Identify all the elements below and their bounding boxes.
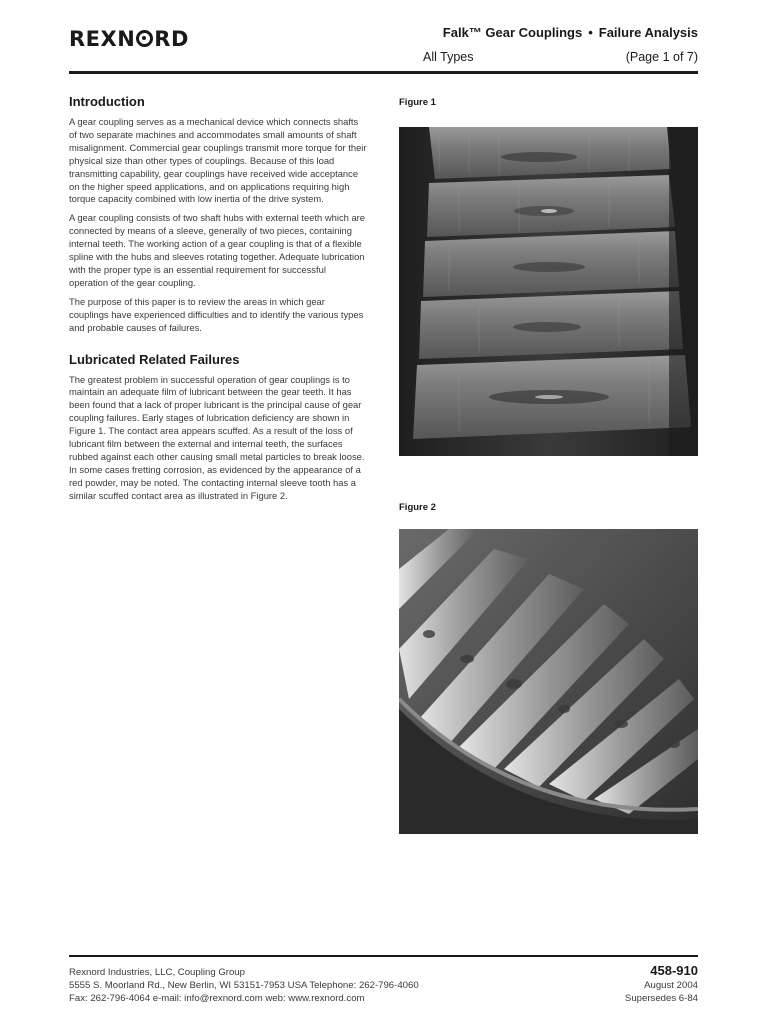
document-subject: Failure Analysis xyxy=(598,25,698,40)
footer-rule xyxy=(69,955,698,957)
logo-text-left: REXN xyxy=(69,27,136,51)
page-indicator: (Page 1 of 7) xyxy=(625,50,698,64)
coupling-types: All Types xyxy=(423,50,474,64)
figure-1-label: Figure 1 xyxy=(399,97,436,108)
footer-doc-info xyxy=(625,963,698,1005)
intro-heading: Introduction xyxy=(69,94,145,109)
title-bullet: • xyxy=(588,25,593,40)
document-number: 458-910 xyxy=(650,963,698,978)
footer-address: 5555 S. Moorland Rd., New Berlin, WI 53151-7953 USA Telephone: 262-796-4060 xyxy=(69,980,419,991)
product-name: Falk™ Gear Couplings xyxy=(442,25,583,40)
intro-paragraph-2: A gear coupling consists of two shaft hubs with external teeth which are connected by means of a sleeve, generally of two pieces, containing internal teeth. The working action of a gear coupling is that of a flexible spline with the hubs and sleeves rotating together. Adequate lubrication with the proper type is an essential requirement for successful operation of the gear coupling. xyxy=(69,212,365,288)
lube-failures-heading: Lubricated Related Failures xyxy=(69,351,240,367)
document-date: August 2004 xyxy=(644,980,698,991)
main-text-column xyxy=(69,94,367,509)
logo-text-right: RD xyxy=(154,27,189,51)
intro-paragraph-1: A gear coupling serves as a mechanical device which connects shafts of two separate machines and accommodates small amounts of shaft misalignment. Commercial gear couplings transmit more torque for their physical size than other types of couplings. Because of this load transmitting capability, gear couplings have received wide acceptance on the higher speed applications, and on applications requiring high torque capacity combined with low inertia of the drive system. xyxy=(69,116,367,205)
figure-2-label: Figure 2 xyxy=(399,502,436,513)
lube-failures-paragraph: The greatest problem in successful operation of gear couplings is to maintain an adequate film of lubricant between the gear teeth. It has been found that a lack of proper lubricant is the principal cause of gear coupling failures. Early stages of lubrication deficiency are shown in Figure 1. The contact area appears scuffed. As a result of the loss of lubricant film between the external and internal teeth, the surfaces rubbed against each other causing small metal particles to break loose. In some cases fretting corrosion, as evidenced by the appearance of a red powder, may be noted. The contacting internal sleeve tooth has a similar scuffed contact area as illustrated in Figure 2. xyxy=(69,373,365,501)
supersedes-note: Supersedes 6-84 xyxy=(624,993,698,1004)
figure-2-photo xyxy=(399,529,698,834)
document-title xyxy=(443,25,698,40)
footer-company: Rexnord Industries, LLC, Coupling Group xyxy=(69,967,245,978)
header-rule xyxy=(69,71,698,74)
figure-1-photo xyxy=(399,127,698,456)
logo-o-mark-icon xyxy=(136,30,153,47)
intro-paragraph-3: The purpose of this paper is to review the areas in which gear couplings have experienced difficulties and to identify the various types and probable causes of failures. xyxy=(69,295,364,333)
footer-contact: Fax: 262-796-4064 e-mail: info@rexnord.com web: www.rexnord.com xyxy=(69,993,365,1004)
rexnord-logo xyxy=(69,29,189,50)
footer-contact-block xyxy=(69,966,419,1005)
header-subline xyxy=(423,50,698,64)
